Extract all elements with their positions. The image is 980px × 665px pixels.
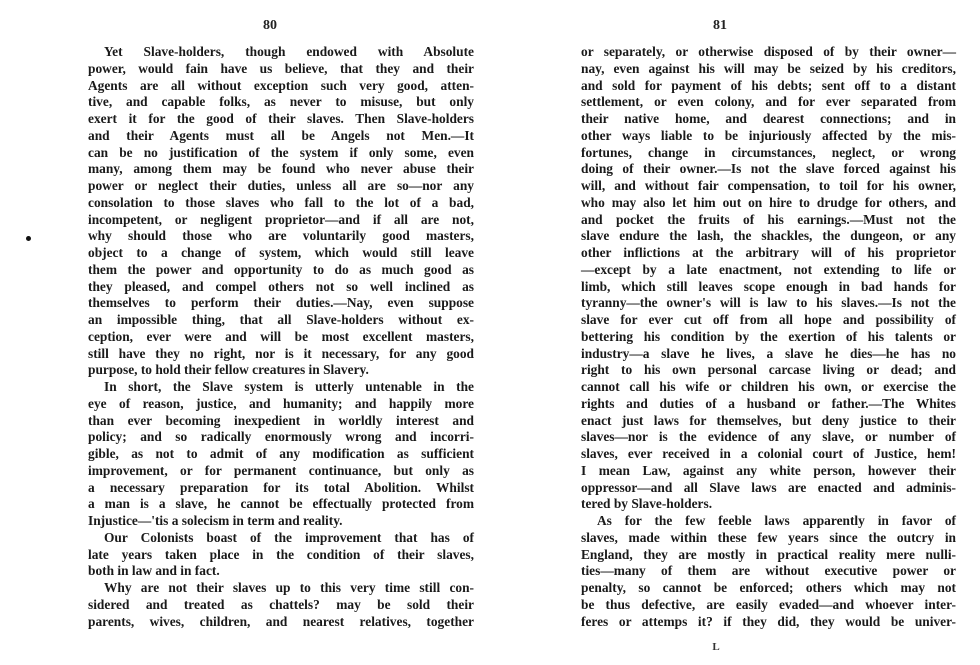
- text-line: tive, and capable folks, as never to misuse, but only: [88, 94, 474, 110]
- text-line: I mean Law, against any white person, however their: [581, 462, 956, 478]
- text-line: oppressor—and all Slave laws are enacted and adminis-: [581, 479, 956, 495]
- text-line: purpose, to hold their fellow creatures in Slavery.: [88, 362, 369, 378]
- text-line: Yet Slave-holders, though endowed with Absolute: [104, 44, 474, 59]
- text-line: penalty, so cannot be enforced; others which may not: [581, 580, 956, 595]
- text-line: enact just laws for themselves, but deny justice to their: [581, 412, 956, 428]
- text-line: consolation to those slaves who fall to the lot of a bad,: [88, 194, 474, 210]
- text-line: incompetent, or negligent proprietor—and if all are not,: [88, 211, 474, 227]
- text-line: both in law and in fact.: [88, 563, 220, 579]
- text-line: or separately, or otherwise disposed of by their owner—: [581, 44, 956, 59]
- text-line: industry—a slave he lives, a slave he dies—he has no: [581, 345, 956, 361]
- text-line: why should those who are voluntarily good masters,: [88, 228, 474, 244]
- text-line: —except by a late enactment, not extending to life or: [581, 261, 956, 277]
- text-line: improvement, or for permanent continuance, but only as: [88, 462, 474, 478]
- text-line: and their Agents must all be Angels not Men.—It: [88, 127, 474, 143]
- text-line: an impossible thing, that all Slave-holders without ex-: [88, 312, 474, 327]
- text-line: cannot call his wife or children his own, or exercise the: [581, 379, 956, 394]
- text-line: many, among them may be found who never abuse their: [88, 161, 474, 177]
- text-line: they pleased, and compel others not so well inclined as: [88, 278, 474, 294]
- text-line: than ever becoming inexpedient in worldly interest and: [88, 412, 474, 428]
- text-line: object to a change of system, which would still leave: [88, 245, 474, 260]
- right-page-text: [581, 44, 956, 630]
- right-page: [490, 0, 980, 665]
- text-line: eye of reason, justice, and humanity; and happily more: [88, 395, 474, 411]
- text-line: tered by Slave-holders.: [581, 496, 713, 512]
- text-line: slaves, made within these few years since the outcry in: [581, 529, 956, 545]
- text-line: Injustice—'tis a solecism in term and reality.: [88, 513, 343, 528]
- text-line: fortunes, change in circumstances, neglect, or wrong: [581, 144, 956, 160]
- text-line: slave endure the lash, the shackles, the dungeon, or any: [581, 228, 956, 244]
- text-line: power, would fain have us believe, that they and their: [88, 60, 474, 76]
- text-line: settlement, or even colony, and for ever separated from: [581, 94, 956, 110]
- text-line: Agents are all without exception such very good, atten-: [88, 77, 474, 93]
- text-line: parents, wives, children, and nearest relatives, together: [88, 613, 474, 629]
- text-line: sidered and treated as chattels? may be sold their: [88, 596, 474, 612]
- text-line: other inflictions at the arbitrary will of his proprietor: [581, 245, 956, 260]
- text-line: nay, even against his will may be seized by his creditors,: [581, 60, 956, 76]
- text-line: In short, the Slave system is utterly untenable in the: [104, 379, 474, 394]
- text-line: a man is a slave, he cannot be effectually protected from: [88, 496, 474, 512]
- text-line: can be no justification of the system if only some, even: [88, 144, 474, 160]
- text-line: feres or attemps it? if they did, they would be univer-: [581, 613, 956, 629]
- text-line: As for the few feeble laws apparently in favor of: [597, 513, 956, 528]
- text-line: other ways liable to be injuriously affected by the mis-: [581, 127, 956, 143]
- text-line: exert it for the good of their slaves. Then Slave-holders: [88, 111, 474, 126]
- text-line: Why are not their slaves up to this very time still con-: [104, 580, 474, 595]
- text-line: their native home, and dearest connections; and in: [581, 111, 956, 126]
- text-line: bettering his condition by the exertion of his talents or: [581, 328, 956, 344]
- text-line: themselves to perform their duties.—Nay, even suppose: [88, 295, 474, 311]
- text-line: slave for ever cut off from all hope and possibility of: [581, 312, 956, 327]
- ink-dot-mark: [26, 236, 31, 241]
- text-line: Our Colonists boast of the improvement that has of: [104, 529, 474, 545]
- right-page-number: 81: [713, 18, 727, 33]
- text-line: tyranny—the owner's will is law to his slaves.—Is not the: [581, 295, 956, 311]
- text-line: still have they no right, nor is it necessary, for any good: [88, 345, 474, 361]
- text-line: late years taken place in the condition of their slaves,: [88, 546, 474, 562]
- text-line: and sold for payment of his debts; sent off to a distant: [581, 77, 956, 93]
- text-line: them the power and opportunity to do as much good as: [88, 261, 474, 277]
- text-line: and pocket the fruits of his earnings.—Must not the: [581, 211, 956, 227]
- text-line: slaves—nor is the evidence of any slave, or number of: [581, 429, 956, 445]
- text-line: slaves, ever received in a colonial court of Justice, hem!: [581, 446, 956, 461]
- text-line: ception, ever were and will be most excellent masters,: [88, 328, 474, 344]
- text-line: rights and duties of a husband or father.—The Whites: [581, 395, 956, 411]
- text-line: policy; and so radically enormously wrong and incorri-: [88, 429, 474, 445]
- text-line: right to his own personal carcase living or dead; and: [581, 362, 956, 378]
- text-line: will, and without fair compensation, to toil for his owner,: [581, 178, 956, 193]
- left-page-text: [88, 44, 474, 630]
- text-line: a necessary preparation for its total Abolition. Whilst: [88, 479, 474, 495]
- signature-mark: L: [712, 641, 720, 653]
- left-page-number: 80: [263, 18, 277, 33]
- text-line: who may also let him out on hire to drudge for others, and: [581, 194, 956, 210]
- text-line: limb, which still leaves scope enough in bad hands for: [581, 278, 956, 294]
- text-line: gible, as not to admit of any modification as sufficient: [88, 446, 474, 461]
- text-line: be thus defective, are easily evaded—and whoever inter-: [581, 596, 956, 612]
- text-line: England, they are mostly in practical reality mere nulli-: [581, 546, 956, 562]
- text-line: doing of their owner.—Is not the slave forced against his: [581, 161, 956, 177]
- text-line: power or neglect their duties, unless all are so—nor any: [88, 178, 474, 193]
- text-line: ties—many of them are without executive power or: [581, 563, 956, 579]
